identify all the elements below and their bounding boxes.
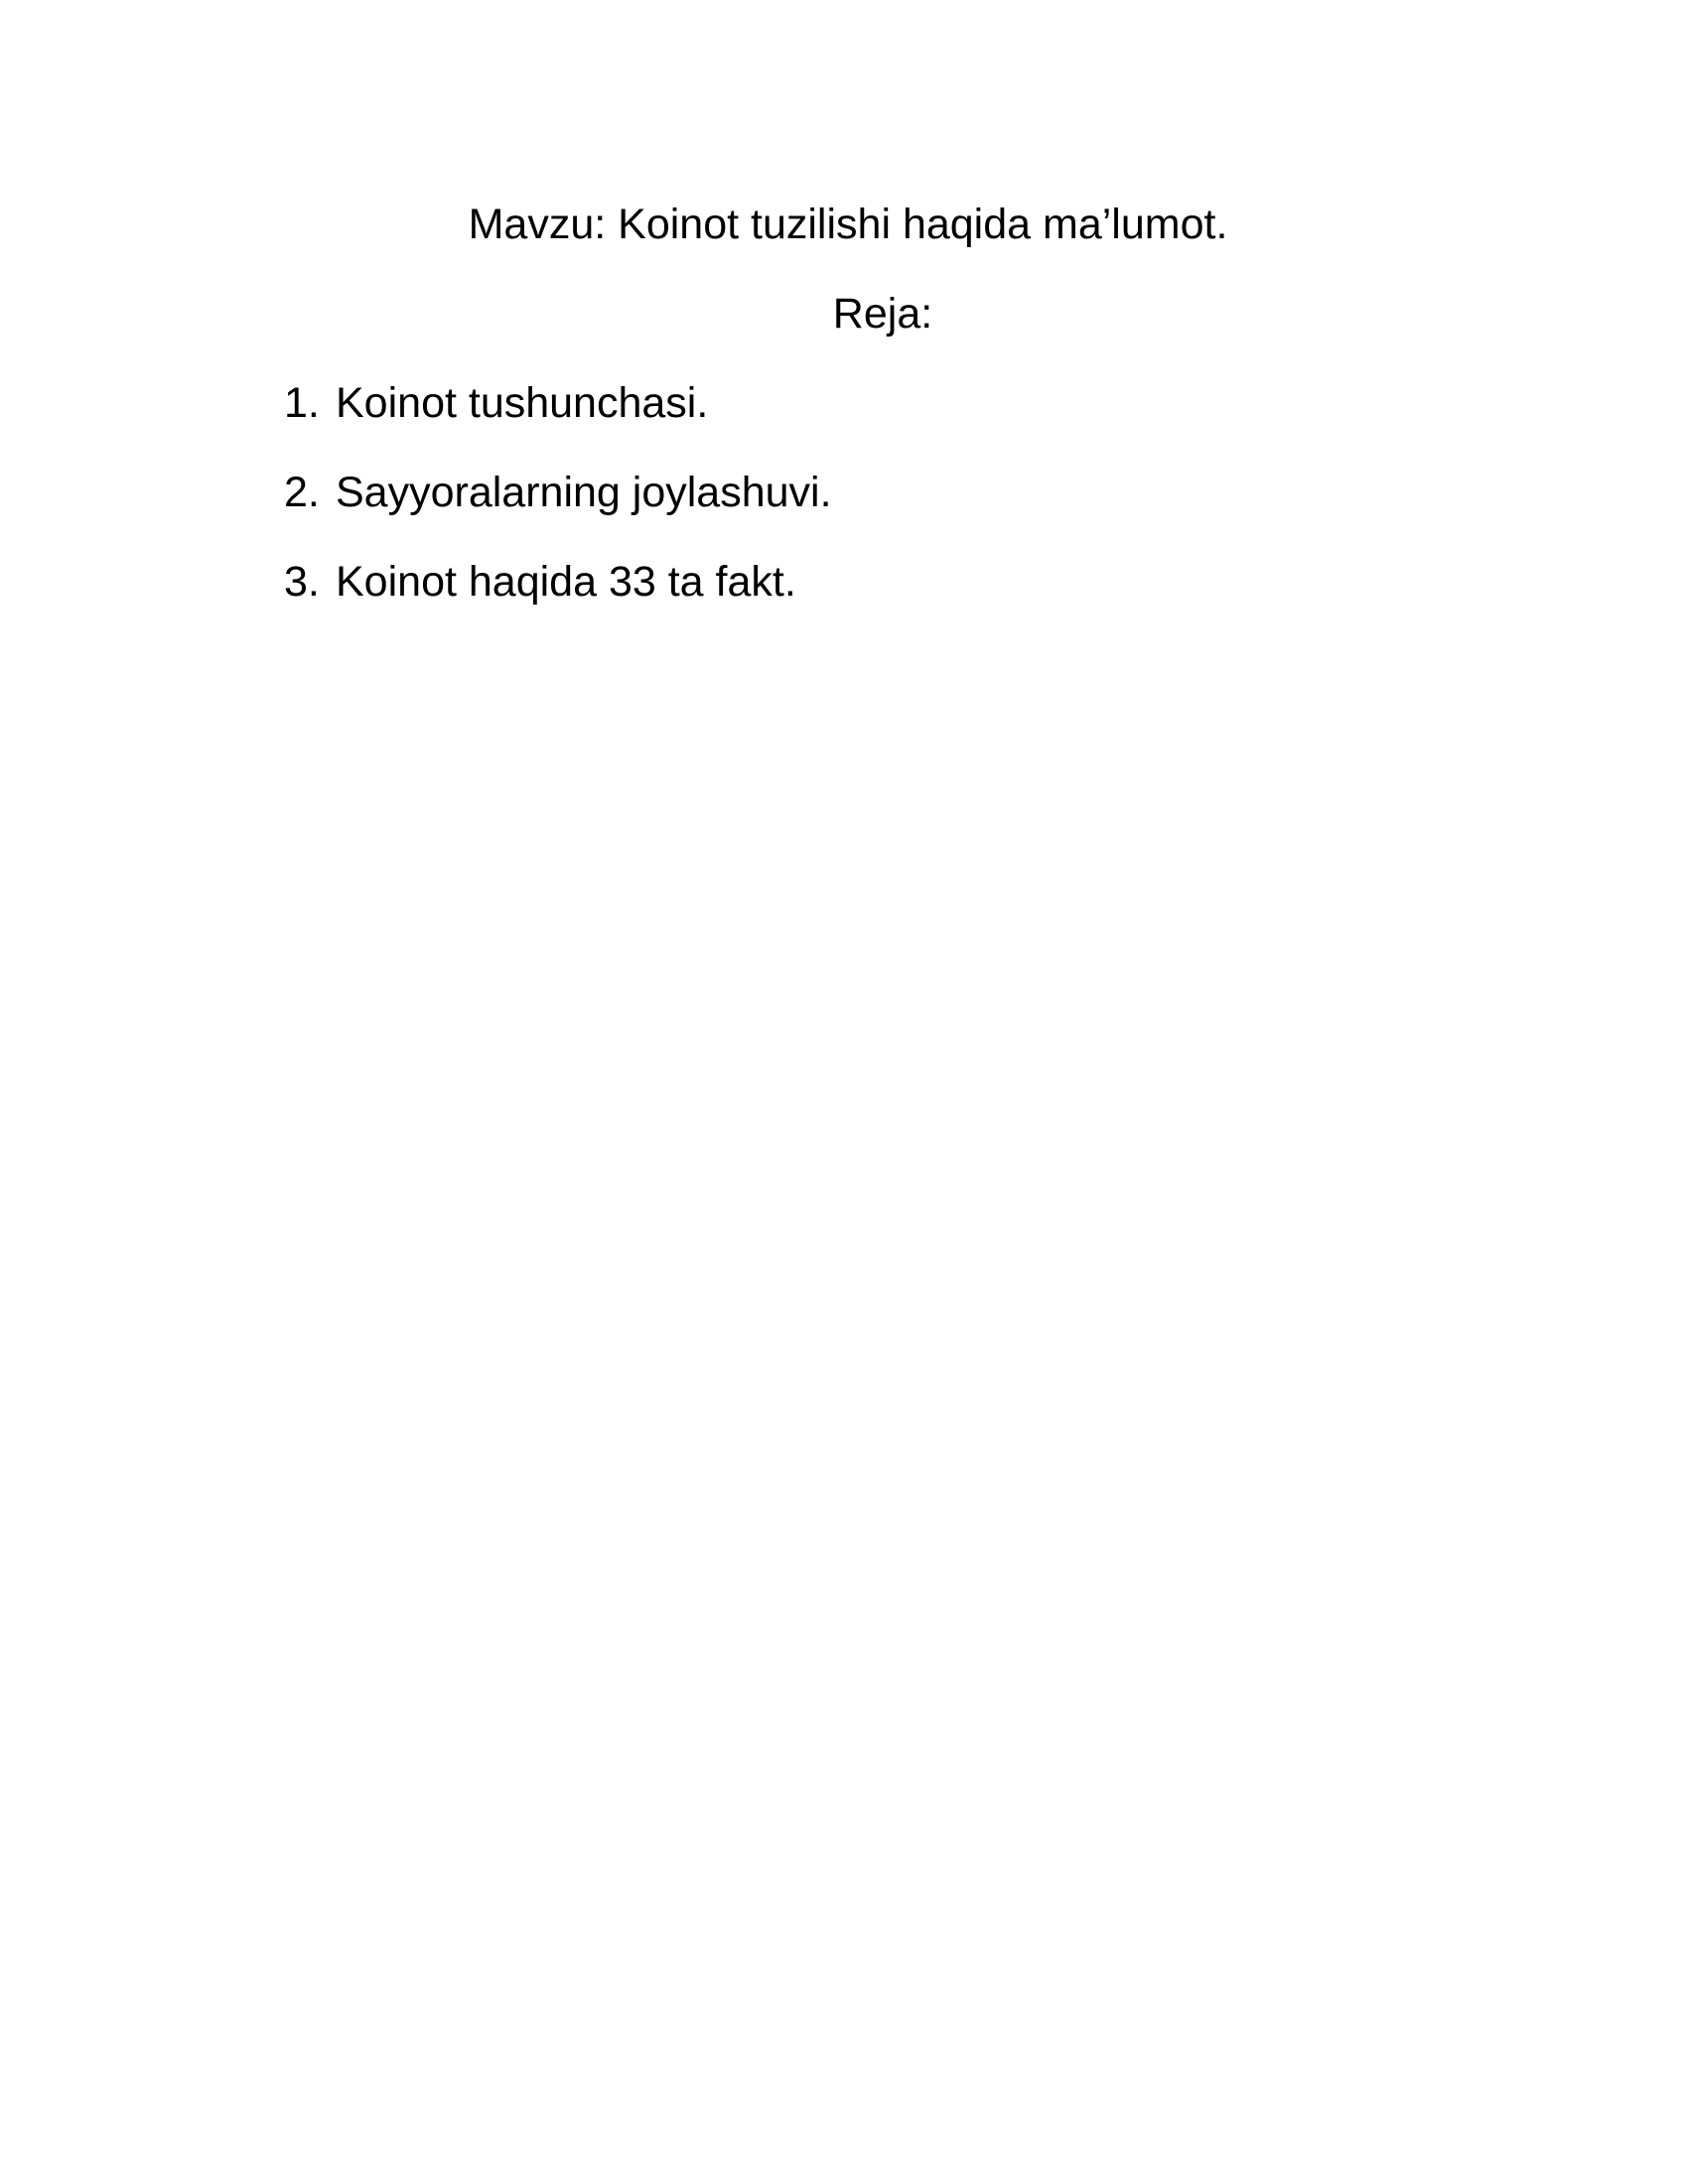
plan-heading: Reja: [832,290,933,338]
plan-item-2 [284,465,832,554]
plan-item-text: Sayyoralarning joylashuvi. [336,469,832,516]
plan-item-text: Koinot tushunchasi. [336,379,709,427]
plan-item-number: 1. [284,379,320,427]
plan-item-3 [284,554,832,643]
plan-item-number: 2. [284,469,320,516]
plan-item-1 [284,375,832,465]
document-topic: Mavzu: Koinot tuzilishi haqida ma’lumot. [468,201,1228,248]
plan-list [284,375,832,643]
plan-item-number: 3. [284,558,320,606]
plan-item-text: Koinot haqida 33 ta fakt. [336,558,796,606]
